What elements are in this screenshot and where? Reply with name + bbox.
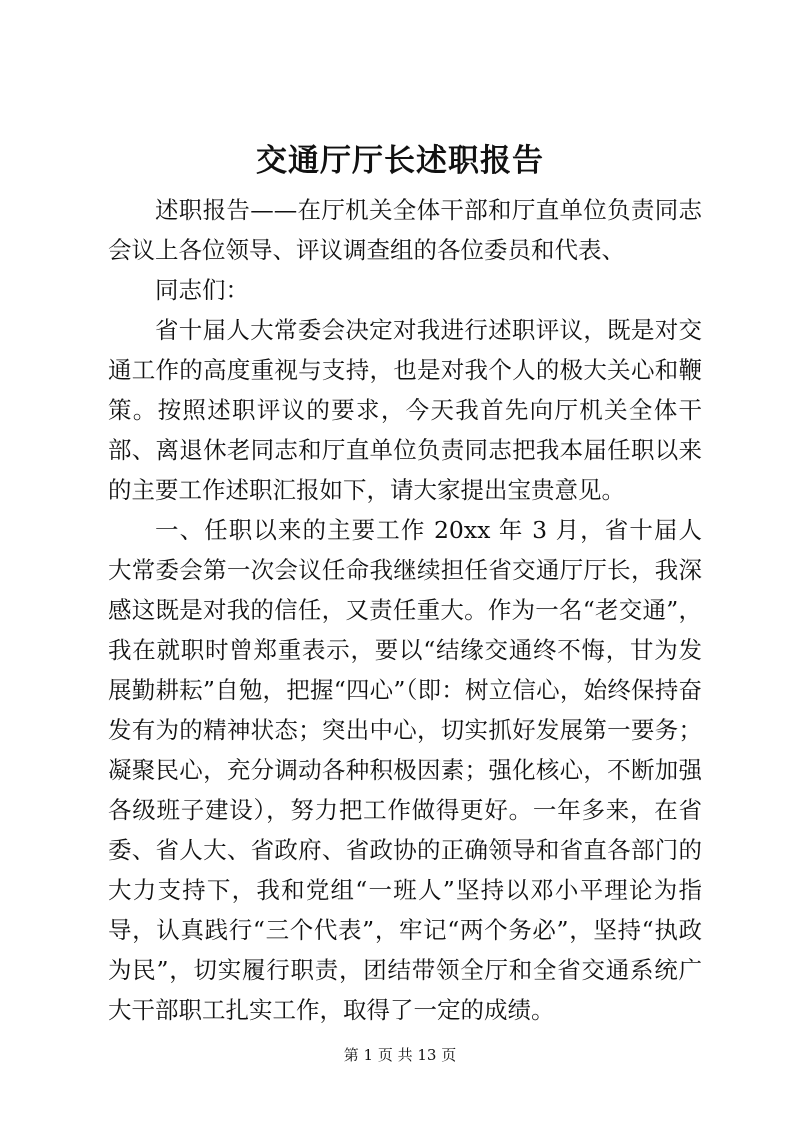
paragraph-introduction: 省十届人大常委会决定对我进行述职评议，既是对交通工作的高度重视与支持，也是对我个人的极大关心和鞭策。按照述职评议的要求，今天我首先向厅机关全体干部、离退休老同志和厅直单位负责同志把我本届任职以来的主要工作述职汇报如下，请大家提出宝贵意见。 [108,316,702,504]
paragraph-opening: 述职报告——在厅机关全体干部和厅直单位负责同志会议上各位领导、评议调查组的各位委员和代表、 [108,196,702,264]
page-number-footer: 第 1 页 共 13 页 [343,1046,457,1064]
document-title: 交通厅厅长述职报告 [256,143,544,179]
paragraph-salutation: 同志们： [155,276,249,304]
document-body [108,190,702,1030]
paragraph-main-work: 一、任职以来的主要工作 20xx 年 3 月，省十届人大常委会第一次会议任命我继续担任省交通厅厅长，我深感这既是对我的信任，又责任重大。作为一名“老交通”，我在就职时曾郑重表示，要以“结缘交通终不悔，甘为发展勤耕耘”自勉，把握“四心”（即：树立信心，始终保持奋发有为的精神状态；突出中心，切实抓好发展第一要务；凝聚民心，充分调动各种积极因素；强化核心，不断加强各级班子建设），努力把工作做得更好。一年多来，在省委、省人大、省政府、省政协的正确领导和省直各部门的大力支持下，我和党组“一班人”坚持以邓小平理论为指导，认真践行“三个代表”，牢记“两个务必”，坚持“执政为民”，切实履行职责，团结带领全厅和全省交通系统广大干部职工扎实工作，取得了一定的成绩。 [108,516,702,1024]
